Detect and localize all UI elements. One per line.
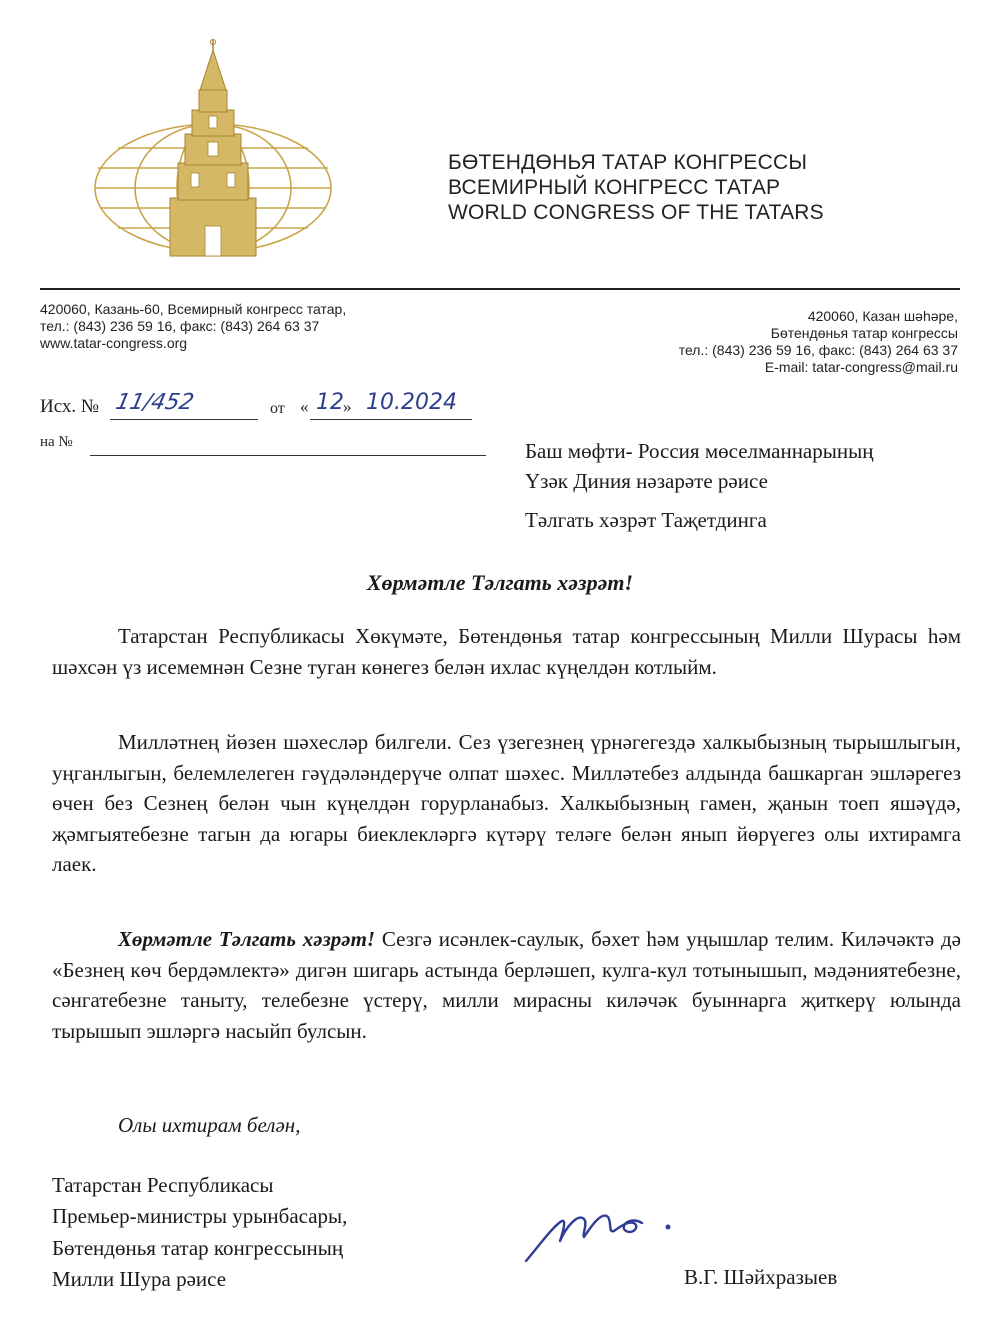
incoming-number-label: на № — [40, 434, 73, 450]
date-quote-close: » — [343, 397, 352, 416]
org-name-russian: ВСЕМИРНЫЙ КОНГРЕСС ТАТАР — [448, 176, 781, 199]
paragraph-text: Сезгә исәнлек-саулык, бәхет һәм уңышлар телим. Киләчәктә дә «Безнең көч бердәмлектә» дигән шигарь астында берләшеп, кулга-кул тотынышып, мәдәниятебезне, сәнгатебезне таныту, телебезне үстерү, милли мирасны киләчәк буыннарга җиткерү юлында тырышып эшләргә насыйп булсын. — [52, 927, 961, 1043]
recipient-name: Тәлгать хәзрәт Таҗетдинга — [525, 508, 767, 532]
org-name-english: WORLD CONGRESS OF THE TATARS — [448, 201, 824, 224]
address-line: www.tatar-congress.org — [40, 335, 188, 351]
congress-logo-icon — [88, 38, 338, 263]
date-month-year-value: 10.2024 — [366, 390, 457, 415]
address-block-left — [40, 301, 346, 352]
outgoing-number-value: 11/452 — [113, 390, 197, 415]
signer-title-line: Премьер-министры урынбасары, — [52, 1204, 348, 1228]
address-line: Бөтендөнья татар конгрессы — [770, 325, 958, 341]
outgoing-number-underline — [110, 419, 258, 420]
signer-title-line: Милли Шура рәисе — [52, 1267, 227, 1291]
salutation: Хөрмәтле Тәлгать хәзрәт! — [366, 570, 634, 595]
signer-title-line: Татарстан Республикасы — [52, 1173, 274, 1197]
address-line: 420060, Казань-60, Всемирный конгресс татар, — [40, 301, 347, 317]
letter-paragraph: Татарстан Республикасы Хөкүмәте, Бөтендөнья татар конгрессының Милли Шурасы һәм шәхсән үз исемемнән Сезне туган көнегез белән ихлас күңелдән котлыйм. — [52, 624, 961, 679]
incoming-number-underline — [90, 455, 486, 456]
signer-name: В.Г. Шәйхразыев — [684, 1265, 838, 1289]
address-line: 420060, Казан шәһәре, — [807, 308, 958, 324]
letter-paragraph — [52, 924, 961, 1046]
header-divider — [40, 288, 960, 290]
date-underline — [310, 419, 472, 420]
address-block-right — [679, 308, 958, 376]
handwritten-signature — [520, 1195, 770, 1275]
date-day-value: 12 — [316, 390, 344, 415]
recipient-title-line: Үзәк Диния нәзарәте рәисе — [525, 469, 768, 493]
date-quote-open: « — [300, 397, 309, 416]
paragraph-lead-salutation: Хөрмәтле Тәлгать хәзрәт! — [118, 927, 376, 951]
outgoing-number-label: Исх. № — [40, 396, 100, 417]
recipient-title-line: Баш мөфти- Россия мөселманнарының — [525, 439, 874, 463]
address-line: тел.: (843) 236 59 16, факс: (843) 264 63 37 — [40, 318, 320, 334]
address-line: E-mail: tatar-congress@mail.ru — [764, 359, 958, 375]
closing-phrase: Олы ихтирам белән, — [118, 1113, 301, 1137]
signer-title-line: Бөтендөнья татар конгрессының — [52, 1236, 344, 1260]
date-label: от — [270, 400, 285, 417]
org-name-tatar: БӨТЕНДӨНЬЯ ТАТАР КОНГРЕССЫ — [448, 151, 808, 174]
letter-paragraph: Милләтнең йөзен шәхесләр билгели. Сез үзегезнең үрнәгегездә халкыбызның тырышлыгын, уңганлыгын, белемлелеген гәүдәләндерүче олпат шәхес. Милләтебез алдында башкарган эшләрегез өчен без Сезнең белән чын күңелдән горурланабыз. Халкыбызның гамен, җанын тоеп яшәүдә, җәмгыятебезне тагын да югары биеклекләргә күтәрү теләге белән янып йөрүегез олы ихтирамга лаек. — [52, 730, 961, 876]
address-line: тел.: (843) 236 59 16, факс: (843) 264 63 37 — [678, 342, 958, 358]
